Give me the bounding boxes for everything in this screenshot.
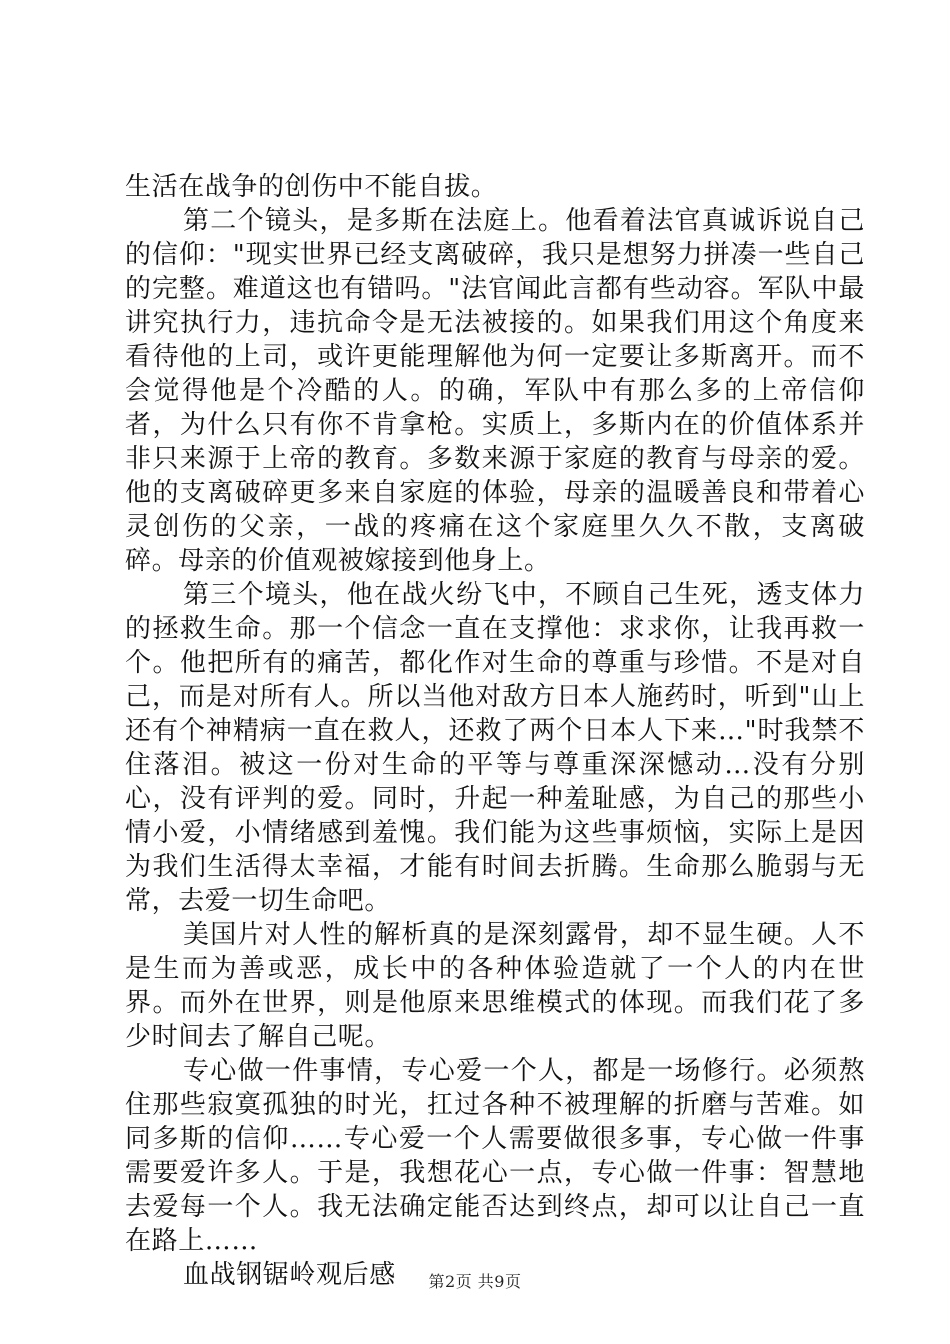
paragraph-continuation: 生活在战争的创伤中不能自拔。 — [125, 172, 498, 202]
document-body — [125, 170, 865, 1292]
paragraph-second-shot: 第二个镜头，是多斯在法庭上。他看着法官真诚诉说自己的信仰："现实世界已经支离破碎，我只是想努力拼凑一些自己的完整。难道这也有错吗。"法官闻此言都有些动容。军队中最讲究执行力，违抗命令是无法被接的。如果我们用这个角度来看待他的上司，或许更能理解他为何一定要让多斯离开。而不会觉得他是个冷酷的人。的确，军队中有那么多的上帝信仰者，为什么只有你不肯拿枪。实质上，多斯内在的价值体系并非只来源于上帝的教育。多数来源于家庭的教育与母亲的爱。他的支离破碎更多来自家庭的体验，母亲的温暖善良和带着心灵创伤的父亲，一战的疼痛在这个家庭里久久不散，支离破碎。母亲的价值观被嫁接到他身上。 — [125, 206, 865, 576]
paragraph-third-shot: 第三个境头，他在战火纷飞中，不顾自己生死，透支体力的拯救生命。那一个信念一直在支撑他：求求你，让我再救一个。他把所有的痛苦，都化作对生命的尊重与珍惜。不是对自己，而是对所有人。所以当他对敌方日本人施药时，听到"山上还有个神精病一直在救人，还救了两个日本人下来…"时我禁不住落泪。被这一份对生命的平等与尊重深深憾动…没有分别心，没有评判的爱。同时，升起一种羞耻感，为自己的那些小情小爱，小情绪感到羞愧。我们能为这些事烦恼，实际上是因为我们生活得太幸福，才能有时间去折腾。生命那么脆弱与无常，去爱一切生命吧。 — [125, 580, 865, 916]
paragraph-practice: 专心做一件事情，专心爱一个人，都是一场修行。必须熬住那些寂寞孤独的时光，扛过各种不被理解的折磨与苦难。如同多斯的信仰……专心爱一个人需要做很多事，专心做一件事需要爱许多人。于是，我想花心一点，专心做一件事：智慧地去爱每一个人。我无法确定能否达到终点，却可以让自己一直在路上…… — [125, 1056, 865, 1256]
section-heading: 血战钢锯岭观后感 — [183, 1260, 396, 1290]
paragraph-human-nature: 美国片对人性的解析真的是深刻露骨，却不显生硬。人不是生而为善或恶，成长中的各种体验造就了一个人的内在世界。而外在世界，则是他原来思维模式的体现。而我们花了多少时间去了解自己呢。 — [125, 920, 865, 1052]
page-number-footer: 第2页 共9页 — [428, 1272, 522, 1291]
